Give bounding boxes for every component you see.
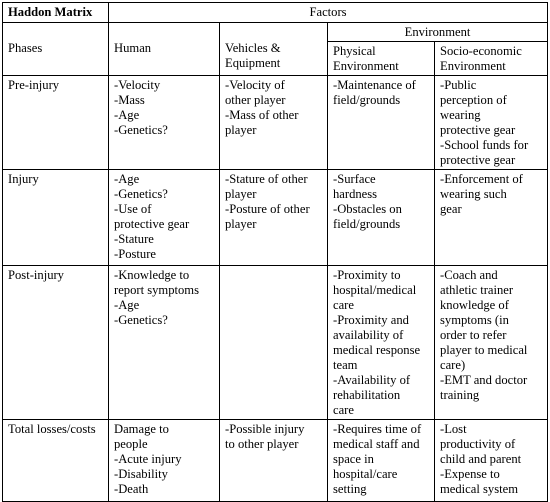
physical-cell-line: rehabilitation (333, 388, 401, 402)
vehicles-cell-line: player (225, 123, 257, 137)
vehicles-cell (220, 76, 328, 170)
human-cell-line: -Use of (114, 202, 152, 216)
phase-cell: Pre-injury (3, 76, 109, 170)
human-cell-line: people (114, 437, 148, 451)
human-header (109, 23, 220, 76)
physical-label-line: Physical (333, 44, 376, 58)
phase-cell: Total losses/costs (3, 420, 109, 502)
socio-cell-line: care) (440, 358, 466, 372)
physical-cell-line: care (333, 298, 354, 312)
socio-cell-line: -Lost (440, 422, 467, 436)
physical-cell-line: space in (333, 452, 374, 466)
human-cell (109, 170, 220, 266)
vehicles-cell-line: other player (225, 93, 286, 107)
socio-cell-line: -Coach and (440, 268, 498, 282)
vehicles-cell-line: player (225, 187, 257, 201)
table-row (3, 266, 548, 420)
human-cell-line: -Age (114, 298, 140, 312)
vehicles-label-line: Vehicles & (225, 41, 281, 55)
phases-header (3, 23, 109, 76)
human-cell-line: -Posture (114, 247, 156, 261)
human-cell (109, 420, 220, 502)
socio-cell-line: -Expense to (440, 467, 500, 481)
physical-cell-line: field/grounds (333, 93, 401, 107)
socio-cell-line: symptoms (in (440, 313, 509, 327)
socio-cell-line: -Public (440, 78, 477, 92)
socio-cell-line: child and parent (440, 452, 522, 466)
physical-cell-line: care (333, 403, 354, 417)
socio-label-line: Environment (440, 59, 506, 73)
socio-cell-line: wearing (440, 108, 481, 122)
human-cell (109, 76, 220, 170)
human-cell-line: -Genetics? (114, 313, 168, 327)
human-cell (109, 266, 220, 420)
physical-label-line: Environment (333, 59, 399, 73)
haddon-matrix-table (2, 2, 548, 502)
socio-cell-line: -School funds for (440, 138, 529, 152)
socio-cell-line: -EMT and doctor (440, 373, 528, 387)
table-title: Haddon Matrix (3, 3, 109, 23)
vehicles-cell-line: -Stature of other (225, 172, 308, 186)
physical-cell (328, 266, 435, 420)
human-cell-line: Damage to (114, 422, 169, 436)
human-cell-line: -Death (114, 482, 149, 496)
phase-cell: Injury (3, 170, 109, 266)
matrix-body (3, 76, 548, 502)
vehicles-cell (220, 266, 328, 420)
physical-cell-line: team (333, 358, 358, 372)
vehicles-cell-line: -Posture of other (225, 202, 310, 216)
socio-cell-line: medical system (440, 482, 518, 496)
header-row-environment (3, 23, 548, 42)
vehicles-cell (220, 170, 328, 266)
socio-cell (435, 76, 548, 170)
physical-cell-line: hardness (333, 187, 378, 201)
human-cell-line: -Velocity (114, 78, 161, 92)
socio-cell-line: player to medical (440, 343, 528, 357)
human-label: Human (114, 41, 152, 55)
physical-cell-line: medical staff and (333, 437, 420, 451)
vehicles-cell-line: -Possible injury (225, 422, 305, 436)
socio-label-line: Socio-economic (440, 44, 522, 58)
phases-label: Phases (8, 41, 43, 55)
header-row-factors (3, 3, 548, 23)
table-row (3, 420, 548, 502)
socio-header (435, 42, 548, 76)
physical-cell (328, 420, 435, 502)
human-cell-line: -Acute injury (114, 452, 182, 466)
human-cell-line: -Disability (114, 467, 168, 481)
physical-cell-line: -Maintenance of (333, 78, 416, 92)
physical-cell-line: -Proximity and (333, 313, 409, 327)
human-cell-line: protective gear (114, 217, 190, 231)
socio-cell-line: productivity of (440, 437, 516, 451)
human-cell-line: -Stature (114, 232, 154, 246)
socio-cell (435, 266, 548, 420)
socio-cell-line: gear (440, 202, 462, 216)
physical-cell-line: -Requires time of (333, 422, 422, 436)
vehicles-label-line: Equipment (225, 56, 281, 70)
physical-cell-line: -Availability of (333, 373, 411, 387)
socio-cell-line: perception of (440, 93, 507, 107)
human-cell-line: -Knowledge to (114, 268, 190, 282)
socio-cell-line: wearing such (440, 187, 507, 201)
human-cell-line: -Genetics? (114, 187, 168, 201)
human-cell-line: -Age (114, 172, 140, 186)
table-row (3, 76, 548, 170)
socio-cell-line: knowledge of (440, 298, 509, 312)
human-cell-line: report symptoms (114, 283, 200, 297)
socio-cell-line: training (440, 388, 480, 402)
physical-cell-line: hospital/care (333, 467, 398, 481)
socio-cell-line: protective gear (440, 153, 516, 167)
socio-cell (435, 170, 548, 266)
socio-cell-line: order to refer (440, 328, 507, 342)
physical-cell-line: hospital/medical (333, 283, 417, 297)
vehicles-cell-line: player (225, 217, 257, 231)
physical-cell-line: availability of (333, 328, 404, 342)
table-row (3, 170, 548, 266)
physical-cell (328, 76, 435, 170)
socio-cell (435, 420, 548, 502)
vehicles-cell-line: to other player (225, 437, 299, 451)
physical-cell-line: -Proximity to (333, 268, 401, 282)
physical-cell-line: -Surface (333, 172, 376, 186)
factors-header: Factors (109, 3, 548, 23)
vehicles-cell (220, 420, 328, 502)
haddon-matrix-document (2, 2, 548, 502)
vehicles-cell-line: -Mass of other (225, 108, 299, 122)
socio-cell-line: protective gear (440, 123, 516, 137)
vehicles-cell-line: -Velocity of (225, 78, 285, 92)
physical-cell-line: setting (333, 482, 367, 496)
human-cell-line: -Genetics? (114, 123, 168, 137)
physical-cell-line: field/grounds (333, 217, 401, 231)
socio-cell-line: athletic trainer (440, 283, 514, 297)
physical-cell-line: medical response (333, 343, 421, 357)
physical-header (328, 42, 435, 76)
socio-cell-line: -Enforcement of (440, 172, 523, 186)
human-cell-line: -Mass (114, 93, 145, 107)
phase-cell: Post-injury (3, 266, 109, 420)
vehicles-header (220, 23, 328, 76)
human-cell-line: -Age (114, 108, 140, 122)
environment-header: Environment (328, 23, 548, 42)
physical-cell-line: -Obstacles on (333, 202, 402, 216)
physical-cell (328, 170, 435, 266)
